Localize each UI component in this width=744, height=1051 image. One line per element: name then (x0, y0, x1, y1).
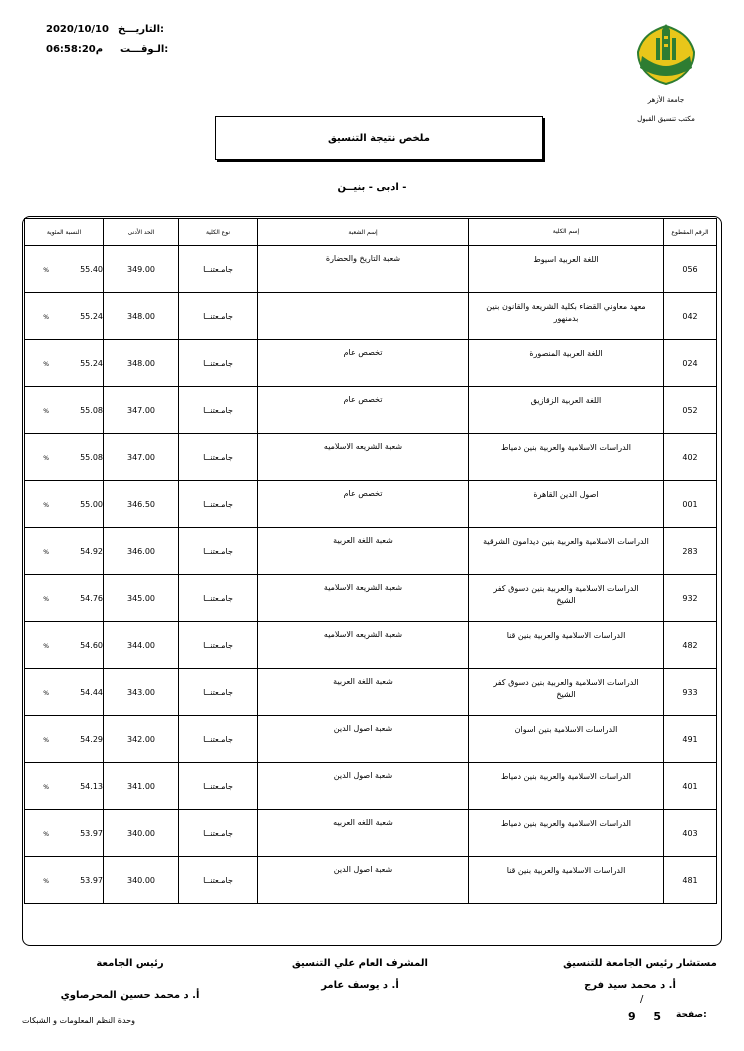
cell-college-text: اصول الدين القاهرة (533, 490, 599, 499)
date-value: 2020/10/10 (46, 24, 109, 35)
cell-pct-sign: % (43, 595, 49, 603)
cell-college (469, 669, 664, 716)
table-row (25, 810, 717, 857)
university-logo (634, 22, 698, 88)
cell-pct (25, 387, 104, 434)
col-header-code: الرقم المقطوع (664, 219, 717, 246)
cell-branch (258, 387, 469, 434)
cell-code: 001 (664, 481, 717, 528)
cell-pct-value: 54.60 (80, 640, 103, 650)
col-header-min: الحد الأدنى (104, 219, 179, 246)
cell-code: 052 (664, 387, 717, 434)
cell-code: 401 (664, 763, 717, 810)
president-title: رئيس الجامعة (96, 958, 164, 969)
cell-min: 341.00 (104, 763, 179, 810)
cell-code: 042 (664, 293, 717, 340)
table-row (25, 387, 717, 434)
cell-college (469, 246, 664, 293)
cell-pct-value: 54.76 (80, 593, 103, 603)
cell-college-text: اللغة العربية اسيوط (533, 255, 599, 264)
cell-type: جامـعتنــا (179, 246, 258, 293)
cell-branch (258, 857, 469, 904)
table-row (25, 622, 717, 669)
cell-pct-sign: % (43, 830, 49, 838)
cell-pct-value: 55.00 (80, 499, 103, 509)
cell-pct-value: 54.29 (80, 734, 103, 744)
table-row (25, 434, 717, 481)
cell-code: 024 (664, 340, 717, 387)
cell-branch (258, 528, 469, 575)
cell-min: 349.00 (104, 246, 179, 293)
cell-college (469, 857, 664, 904)
cell-min: 346.50 (104, 481, 179, 528)
cell-branch-text: شعبة اللغة العربية (333, 677, 393, 686)
cell-pct (25, 293, 104, 340)
cell-college-text: الدراسات الاسلامية والعربية بنين دمياط (500, 819, 631, 828)
cell-pct-value: 53.97 (80, 875, 103, 885)
cell-type: جامـعتنــا (179, 340, 258, 387)
cell-pct-value: 54.44 (80, 687, 103, 697)
cell-type: جامـعتنــا (179, 669, 258, 716)
cell-pct-value: 53.97 (80, 828, 103, 838)
cell-code: 932 (664, 575, 717, 622)
table-row (25, 246, 717, 293)
cell-pct-value: 55.08 (80, 452, 103, 462)
cell-pct-sign: % (43, 642, 49, 650)
cell-branch (258, 434, 469, 481)
cell-pct-sign: % (43, 783, 49, 791)
cell-pct-sign: % (43, 736, 49, 744)
cell-pct (25, 763, 104, 810)
cell-branch (258, 340, 469, 387)
cell-min: 347.00 (104, 387, 179, 434)
cell-pct-sign: % (43, 877, 49, 885)
president-name: أ. د محمد حسين المحرصاوي (60, 990, 200, 1001)
cell-college (469, 481, 664, 528)
cell-pct (25, 434, 104, 481)
cell-branch-text (258, 293, 468, 301)
cell-branch (258, 716, 469, 763)
cell-college-text: اللغة العربية الزقازيق (530, 396, 602, 405)
report-title-box (215, 116, 543, 160)
cell-min: 348.00 (104, 293, 179, 340)
table-row (25, 857, 717, 904)
cell-college-text: اللغة العربية المنصورة (529, 349, 603, 358)
cell-code: 056 (664, 246, 717, 293)
table-row (25, 763, 717, 810)
cell-pct (25, 857, 104, 904)
col-header-pct: النسبة المئوية (25, 219, 104, 246)
cell-code: 481 (664, 857, 717, 904)
cell-type: جامـعتنــا (179, 622, 258, 669)
cell-branch (258, 810, 469, 857)
cell-pct (25, 246, 104, 293)
cell-college-text: معهد معاوني القضاء بكلية الشريعة والقانون بنين بدمنهور (486, 302, 646, 323)
col-header-type: نوع الكلية (179, 219, 258, 246)
supervisor-title: المشرف العام علي التنسيق (292, 958, 428, 969)
table-row (25, 340, 717, 387)
cell-college (469, 763, 664, 810)
cell-pct (25, 716, 104, 763)
results-table (24, 218, 717, 904)
cell-branch-text: شعبة التاريخ والحضارة (325, 254, 401, 263)
cell-college-text: الدراسات الاسلامية بنين اسوان (514, 725, 618, 734)
cell-pct-value: 55.24 (80, 311, 103, 321)
cell-pct-value: 55.08 (80, 405, 103, 415)
cell-min: 345.00 (104, 575, 179, 622)
cell-branch-text: شعبة الشريعة الاسلامية (323, 583, 403, 592)
cell-code: 403 (664, 810, 717, 857)
cell-branch (258, 575, 469, 622)
cell-code: 283 (664, 528, 717, 575)
cell-branch (258, 622, 469, 669)
cell-type: جامـعتنــا (179, 293, 258, 340)
cell-college (469, 434, 664, 481)
cell-pct-sign: % (43, 407, 49, 415)
cell-college-text: الدراسات الاسلامية والعربية بنين دمياط (500, 772, 631, 781)
cell-pct-value: 55.40 (80, 264, 103, 274)
cell-branch-text: شعبة الشريعه الاسلاميه (323, 630, 403, 639)
unit-name: وحدة النظم المعلومات و الشبكات (22, 1016, 135, 1025)
cell-pct-sign: % (43, 360, 49, 368)
table-row (25, 716, 717, 763)
page-current: 5 (653, 1010, 661, 1023)
table-row (25, 575, 717, 622)
advisor-title: مستشار رئيس الجامعة للتنسيق (563, 958, 717, 969)
cell-branch-text: شعبة اصول الدين (333, 865, 393, 874)
cell-pct-sign: % (43, 501, 49, 509)
cell-type: جامـعتنــا (179, 810, 258, 857)
office-name: مكتب تنسيق القبول (637, 115, 695, 123)
cell-type: جامـعتنــا (179, 575, 258, 622)
table-row (25, 481, 717, 528)
cell-code: 491 (664, 716, 717, 763)
cell-branch-text: شعبة الشريعه الاسلاميه (323, 442, 403, 451)
cell-pct-value: 55.24 (80, 358, 103, 368)
cell-pct (25, 528, 104, 575)
time-value: 06:58:20م (46, 44, 104, 55)
cell-branch (258, 763, 469, 810)
cell-pct-sign: % (43, 454, 49, 462)
cell-college (469, 340, 664, 387)
cell-branch (258, 293, 469, 340)
cell-college (469, 575, 664, 622)
cell-min: 340.00 (104, 810, 179, 857)
cell-min: 348.00 (104, 340, 179, 387)
cell-pct (25, 481, 104, 528)
cell-type: جامـعتنــا (179, 857, 258, 904)
cell-pct-sign: % (43, 689, 49, 697)
col-header-branch: إسم الشعبة (258, 219, 469, 246)
cell-pct-sign: % (43, 548, 49, 556)
cell-pct-sign: % (43, 266, 49, 274)
cell-pct-sign: % (43, 313, 49, 321)
cell-type: جامـعتنــا (179, 387, 258, 434)
cell-college-text: الدراسات الاسلامية والعربية بنين دسوق كفر الشيخ (493, 584, 639, 605)
cell-type: جامـعتنــا (179, 716, 258, 763)
page-number (628, 1010, 661, 1023)
cell-code: 402 (664, 434, 717, 481)
cell-college (469, 622, 664, 669)
cell-min: 340.00 (104, 857, 179, 904)
cell-type: جامـعتنــا (179, 763, 258, 810)
date-label: التاريـــخ: (118, 24, 164, 35)
cell-college-text: الدراسات الاسلامية والعربية بنين دسوق كفر الشيخ (493, 678, 639, 699)
page-label: صفحة: (676, 1010, 707, 1020)
cell-min: 343.00 (104, 669, 179, 716)
cell-branch-text: تخصص عام (343, 395, 383, 404)
cell-min: 346.00 (104, 528, 179, 575)
cell-college-text: الدراسات الاسلامية والعربية بنين قنا (506, 866, 626, 875)
cell-college (469, 293, 664, 340)
report-title: ملخص نتيجة التنسيق (328, 132, 430, 144)
cell-college (469, 810, 664, 857)
page-total: 9 (628, 1010, 636, 1023)
cell-college (469, 387, 664, 434)
time-label: الـوقـــت: (120, 44, 169, 55)
cell-pct (25, 340, 104, 387)
cell-college-text: الدراسات الاسلامية والعربية بنين قنا (506, 631, 626, 640)
advisor-name: أ. د محمد سيد فرج (584, 980, 676, 991)
cell-pct (25, 575, 104, 622)
cell-branch-text: شعبة اللغة العربية (333, 536, 393, 545)
cell-type: جامـعتنــا (179, 481, 258, 528)
cell-branch-text: تخصص عام (343, 489, 383, 498)
cell-min: 347.00 (104, 434, 179, 481)
cell-college (469, 716, 664, 763)
cell-branch (258, 481, 469, 528)
cell-branch-text: شعبة اصول الدين (333, 771, 393, 780)
cell-code: 933 (664, 669, 717, 716)
table-header-row (25, 219, 717, 246)
university-name: جامعة الأزهر (647, 96, 685, 104)
cell-college-text: الدراسات الاسلامية والعربية بنين ديدامون الشرقية (483, 537, 649, 546)
cell-min: 344.00 (104, 622, 179, 669)
cell-college-text: الدراسات الاسلامية والعربية بنين دمياط (500, 443, 631, 452)
cell-branch (258, 669, 469, 716)
table-row (25, 528, 717, 575)
cell-branch (258, 246, 469, 293)
cell-pct (25, 669, 104, 716)
report-subtitle: - ادبى - بنيــن (337, 182, 407, 193)
page-separator: / (640, 994, 644, 1005)
col-header-college: إسم الكلية (469, 219, 664, 246)
table-row (25, 293, 717, 340)
cell-pct (25, 622, 104, 669)
cell-pct-value: 54.13 (80, 781, 103, 791)
cell-branch-text: تخصص عام (343, 348, 383, 357)
cell-branch-text: شعبة اصول الدين (333, 724, 393, 733)
cell-type: جامـعتنــا (179, 434, 258, 481)
cell-code: 482 (664, 622, 717, 669)
supervisor-name: أ. د يوسف عامر (321, 980, 399, 991)
cell-pct-value: 54.92 (80, 546, 103, 556)
table-row (25, 669, 717, 716)
cell-pct (25, 810, 104, 857)
cell-type: جامـعتنــا (179, 528, 258, 575)
cell-min: 342.00 (104, 716, 179, 763)
cell-branch-text: شعبة اللغه العربيه (333, 818, 393, 827)
cell-college (469, 528, 664, 575)
